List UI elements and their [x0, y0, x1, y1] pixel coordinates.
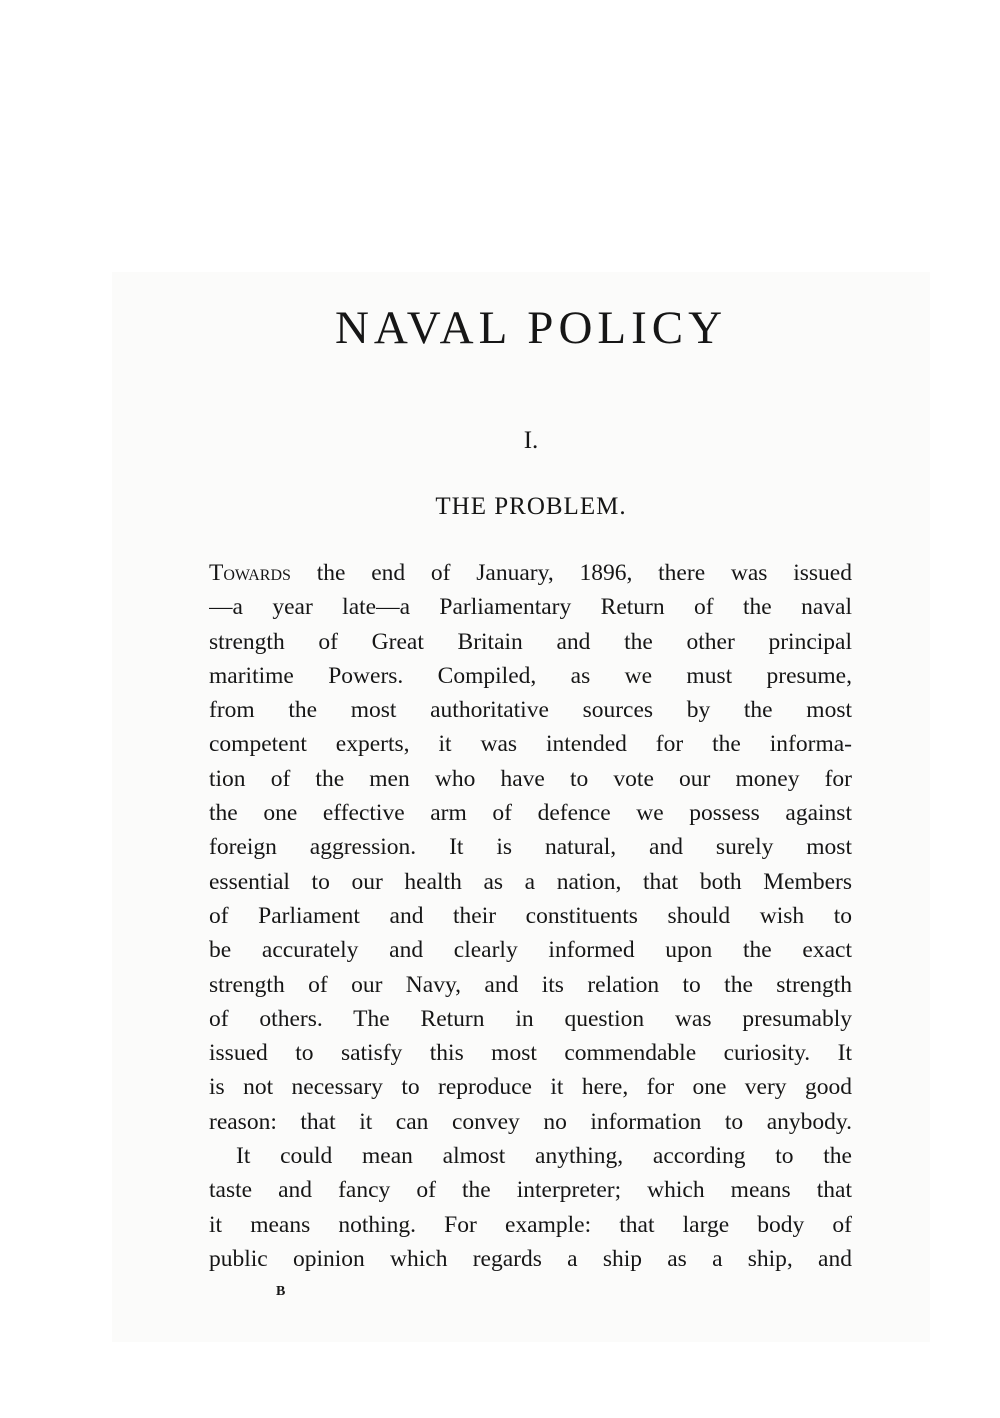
signature-mark: B [276, 1284, 286, 1299]
book-title: NAVAL POLICY [334, 302, 728, 354]
text-line: from the most authoritative sources by the most [209, 697, 852, 724]
text-line: —a year late—a Parliamentary Return of the naval [209, 594, 852, 621]
text-line: of Parliament and their constituents should wish to [209, 902, 852, 929]
text-line: It could mean almost anything, according to the [236, 1143, 852, 1170]
text-line: is not necessary to reproduce it here, for one very good [209, 1074, 852, 1101]
chapter-title: THE PROBLEM. [435, 493, 627, 520]
text-line: issued to satisfy this most commendable curiosity. It [209, 1040, 852, 1067]
text-line: maritime Powers. Compiled, as we must presume, [209, 662, 852, 689]
body-text [209, 556, 852, 1276]
text-line: be accurately and clearly informed upon the exact [209, 937, 852, 964]
text-line: competent experts, it was intended for the informa- [209, 731, 852, 758]
text-line [209, 556, 852, 590]
chapter-number: I. [523, 427, 539, 454]
text-line: of others. The Return in question was presumably [209, 1005, 852, 1032]
text-line: strength of our Navy, and its relation to the strength [209, 971, 852, 998]
text-line: reason: that it can convey no information to anybody. [209, 1108, 852, 1135]
text-line: the one effective arm of defence we possess against [209, 800, 852, 827]
opening-word: Towards [209, 560, 291, 586]
text-line: it means nothing. For example: that large body of [209, 1211, 852, 1238]
text-line: essential to our health as a nation, that both Members [209, 868, 852, 895]
text-line: public opinion which regards a ship as a ship, and [209, 1245, 852, 1272]
text-line: strength of Great Britain and the other principal [209, 628, 852, 655]
text-line: taste and fancy of the interpreter; which means that [209, 1177, 852, 1204]
text-line: tion of the men who have to vote our money for [209, 765, 852, 792]
text-line: foreign aggression. It is natural, and surely most [209, 834, 852, 861]
text-line-content: the end of January, 1896, there was issued [290, 560, 852, 586]
